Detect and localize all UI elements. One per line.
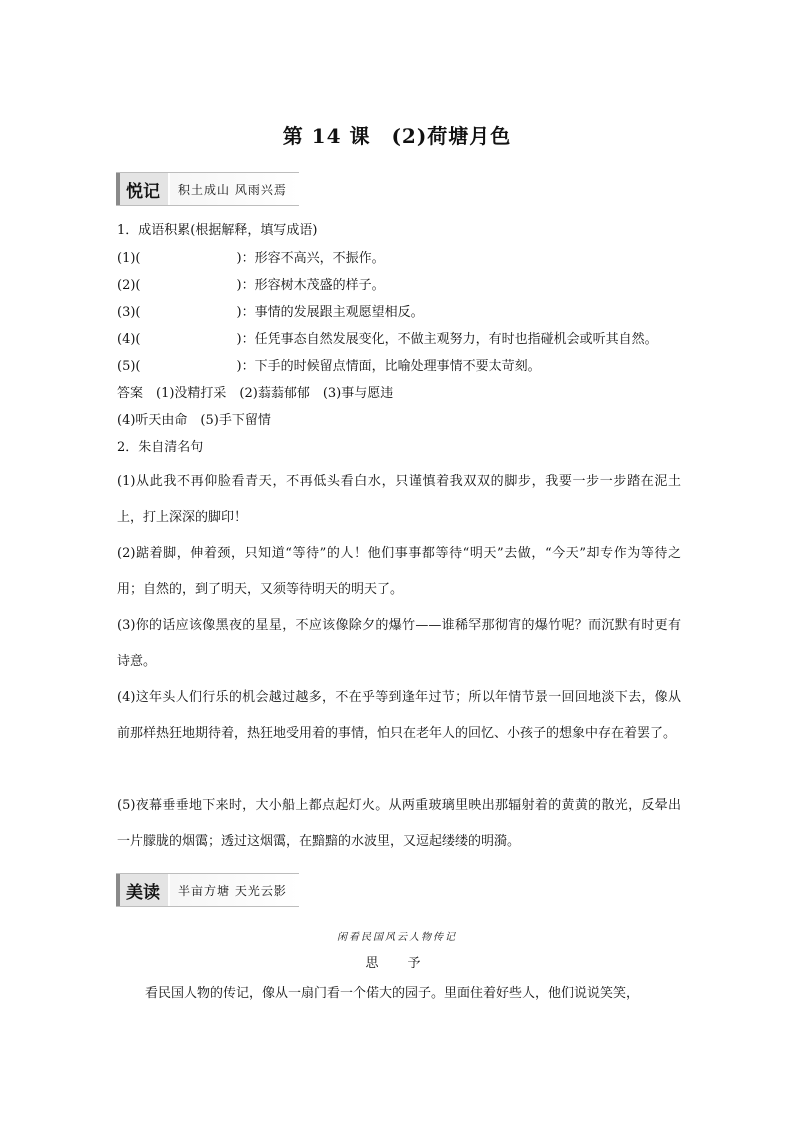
item-text: )：形容树木茂盛的样子。 xyxy=(236,278,385,293)
section-banner-yueji xyxy=(116,172,299,206)
page-title: 第 14 课 (2)荷塘月色 xyxy=(282,124,512,148)
quote-5: (5)夜幕垂垂地下来时，大小船上都点起灯火。从两重玻璃里映出那辐射着的黄黄的散光，反晕出一片朦胧的烟霭；透过这烟霭，在黯黯的水波里，又逗起缕缕的明漪。 xyxy=(117,798,681,849)
idiom-item-5 xyxy=(117,358,541,376)
reading-author: 思 予 xyxy=(365,956,429,971)
quote-2: (2)踮着脚，伸着颈，只知道“等待”的人！他们事事都等待“明天”去做，“今天”却专作为等待之用；自然的，到了明天，又须等待明天的明天了。 xyxy=(117,546,681,597)
answer-line-2: (4)听天由命 (5)手下留情 xyxy=(117,413,271,428)
section-tag: 美读 xyxy=(116,874,170,906)
answer-line-1: 答案 (1)没精打采 (2)蓊蓊郁郁 (3)事与愿违 xyxy=(117,386,394,401)
item-number: (5)( xyxy=(117,359,141,374)
item-text: )：下手的时候留点情面，比喻处理事情不要太苛刻。 xyxy=(236,359,541,374)
item-text: )：任凭事态自然发展变化，不做主观努力，有时也指碰机会或听其自然。 xyxy=(236,332,658,347)
item-text: )：事情的发展跟主观愿望相反。 xyxy=(236,305,424,320)
section-tag: 悦记 xyxy=(116,173,170,205)
idiom-item-4 xyxy=(117,331,658,349)
idiom-item-1 xyxy=(117,250,385,268)
reading-first-line: 看民国人物的传记，像从一扇门看一个偌大的园子。里面住着好些人，他们说说笑笑， xyxy=(145,986,640,1001)
question-1-heading: 1．成语积累(根据解释，填写成语) xyxy=(117,223,318,238)
item-number: (4)( xyxy=(117,332,141,347)
reading-title: 闲看民国风云人物传记 xyxy=(337,932,457,943)
quote-3: (3)你的话应该像黑夜的星星，不应该像除夕的爆竹——谁稀罕那彻宵的爆竹呢？而沉默有时更有诗意。 xyxy=(117,618,681,669)
section-subtitle: 半亩方塘 天光云影 xyxy=(178,883,287,898)
section-subtitle: 积土成山 风雨兴焉 xyxy=(178,182,287,197)
section-banner-meidu xyxy=(116,873,299,907)
quote-1: (1)从此我不再仰脸看青天，不再低头看白水，只谨慎着我双双的脚步，我要一步一步踏在泥土上，打上深深的脚印！ xyxy=(117,474,681,525)
item-number: (2)( xyxy=(117,278,141,293)
item-text: )：形容不高兴，不振作。 xyxy=(236,251,385,266)
idiom-item-3 xyxy=(117,304,424,322)
question-2-heading: 2．朱自清名句 xyxy=(117,440,204,455)
item-number: (3)( xyxy=(117,305,141,320)
quote-4: (4)这年头人们行乐的机会越过越多，不在乎等到逢年过节；所以年情节景一回回地淡下去，像从前那样热狂地期待着，热狂地受用着的事情，怕只在老年人的回忆、小孩子的想象中存在着罢了。 xyxy=(117,690,681,741)
item-number: (1)( xyxy=(117,251,141,266)
idiom-item-2 xyxy=(117,277,385,295)
